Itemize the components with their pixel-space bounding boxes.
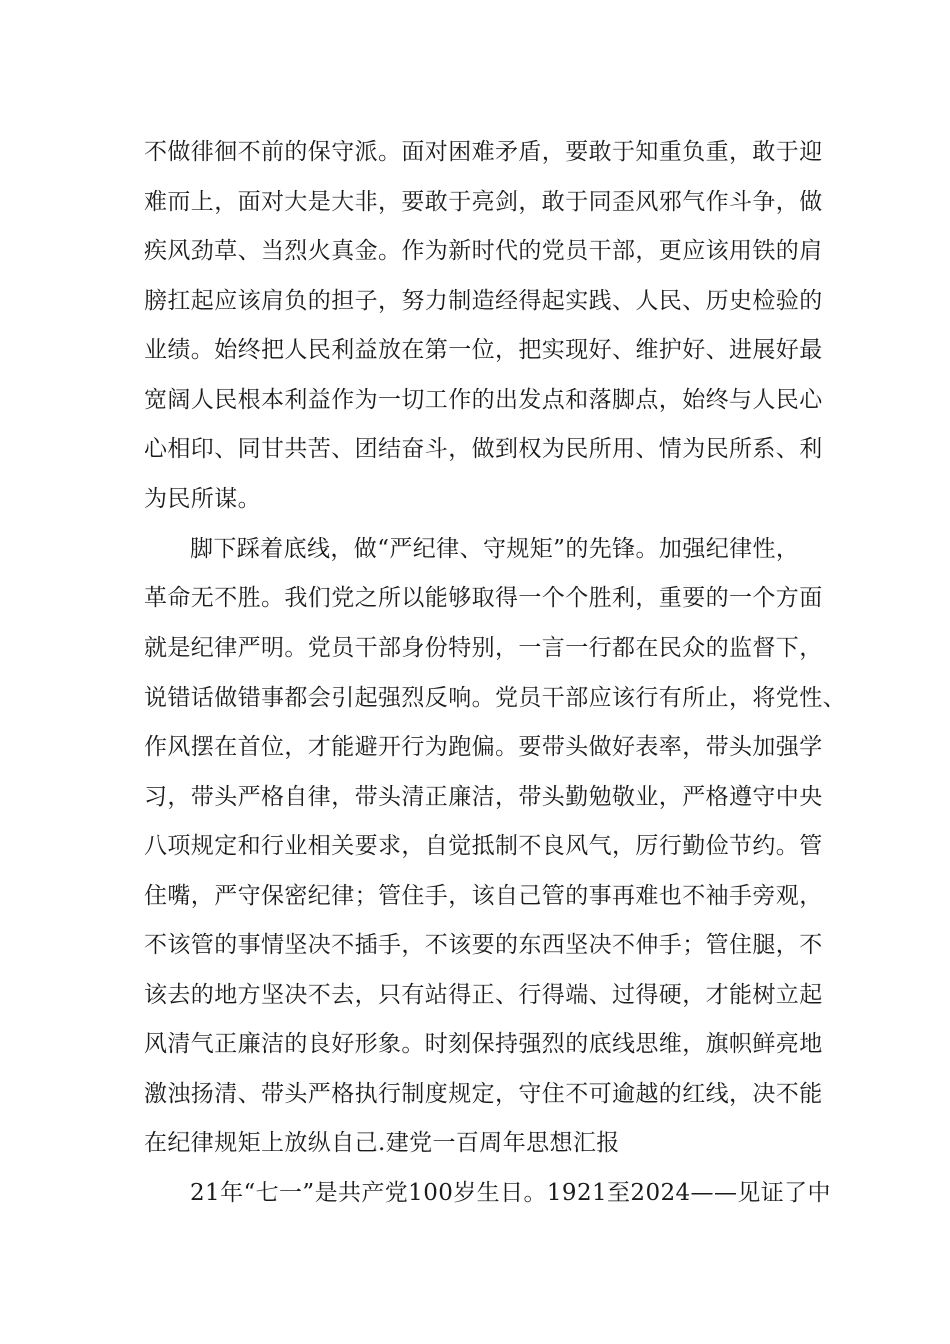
- text-line: 说错话做错事都会引起强烈反响。党员干部应该行有所止，将党性、: [144, 685, 846, 711]
- text-line: 八项规定和行业相关要求，自觉抵制不良风气，厉行勤俭节约。管: [144, 833, 823, 859]
- text-line: 不该管的事情坚决不插手，不该要的东西坚决不伸手；管住腿，不: [144, 932, 823, 958]
- text-line: 住嘴，严守保密纪律；管住手，该自己管的事再难也不袖手旁观，: [144, 883, 823, 909]
- text-line: 为民所谋。: [144, 486, 261, 512]
- text-line: 风清气正廉洁的良好形象。时刻保持强烈的底线思维，旗帜鲜亮地: [144, 1031, 823, 1057]
- text-line: 业绩。始终把人民利益放在第一位，把实现好、维护好、进展好最: [144, 337, 823, 363]
- text-line: 该去的地方坚决不去，只有站得正、行得端、过得硬，才能树立起: [144, 982, 823, 1008]
- text-line: 激浊扬清、带头严格执行制度规定，守住不可逾越的红线，决不能: [144, 1081, 823, 1107]
- text-line: 疾风劲草、当烈火真金。作为新时代的党员干部，更应该用铁的肩: [144, 238, 823, 264]
- text-line: 宽阔人民根本利益作为一切工作的出发点和落脚点，始终与人民心: [144, 387, 823, 413]
- text-line: 就是纪律严明。党员干部身份特别，一言一行都在民众的监督下，: [144, 635, 823, 661]
- paragraph-first-line: 脚下踩着底线，做“严纪律、守规矩”的先锋。加强纪律性，: [190, 536, 800, 562]
- text-line: 在纪律规矩上放纵自己.建党一百周年思想汇报: [144, 1130, 620, 1156]
- paragraph-first-line: 21年“七一”是共产党100岁生日。1921至2024——见证了中: [190, 1180, 831, 1206]
- text-line: 心相印、同甘共苦、团结奋斗，做到权为民所用、情为民所系、利: [144, 436, 823, 462]
- text-line: 革命无不胜。我们党之所以能够取得一个个胜利，重要的一个方面: [144, 585, 823, 611]
- text-line: 习，带头严格自律，带头清正廉洁，带头勤勉敬业，严格遵守中央: [144, 784, 823, 810]
- text-line: 难而上，面对大是大非，要敢于亮剑，敢于同歪风邪气作斗争，做: [144, 189, 823, 215]
- text-line: 作风摆在首位，才能避开行为跑偏。要带头做好表率，带头加强学: [144, 734, 823, 760]
- text-line: 膀扛起应该肩负的担子，努力制造经得起实践、人民、历史检验的: [144, 288, 823, 314]
- text-line: 不做徘徊不前的保守派。面对困难矛盾，要敢于知重负重，敢于迎: [144, 139, 823, 165]
